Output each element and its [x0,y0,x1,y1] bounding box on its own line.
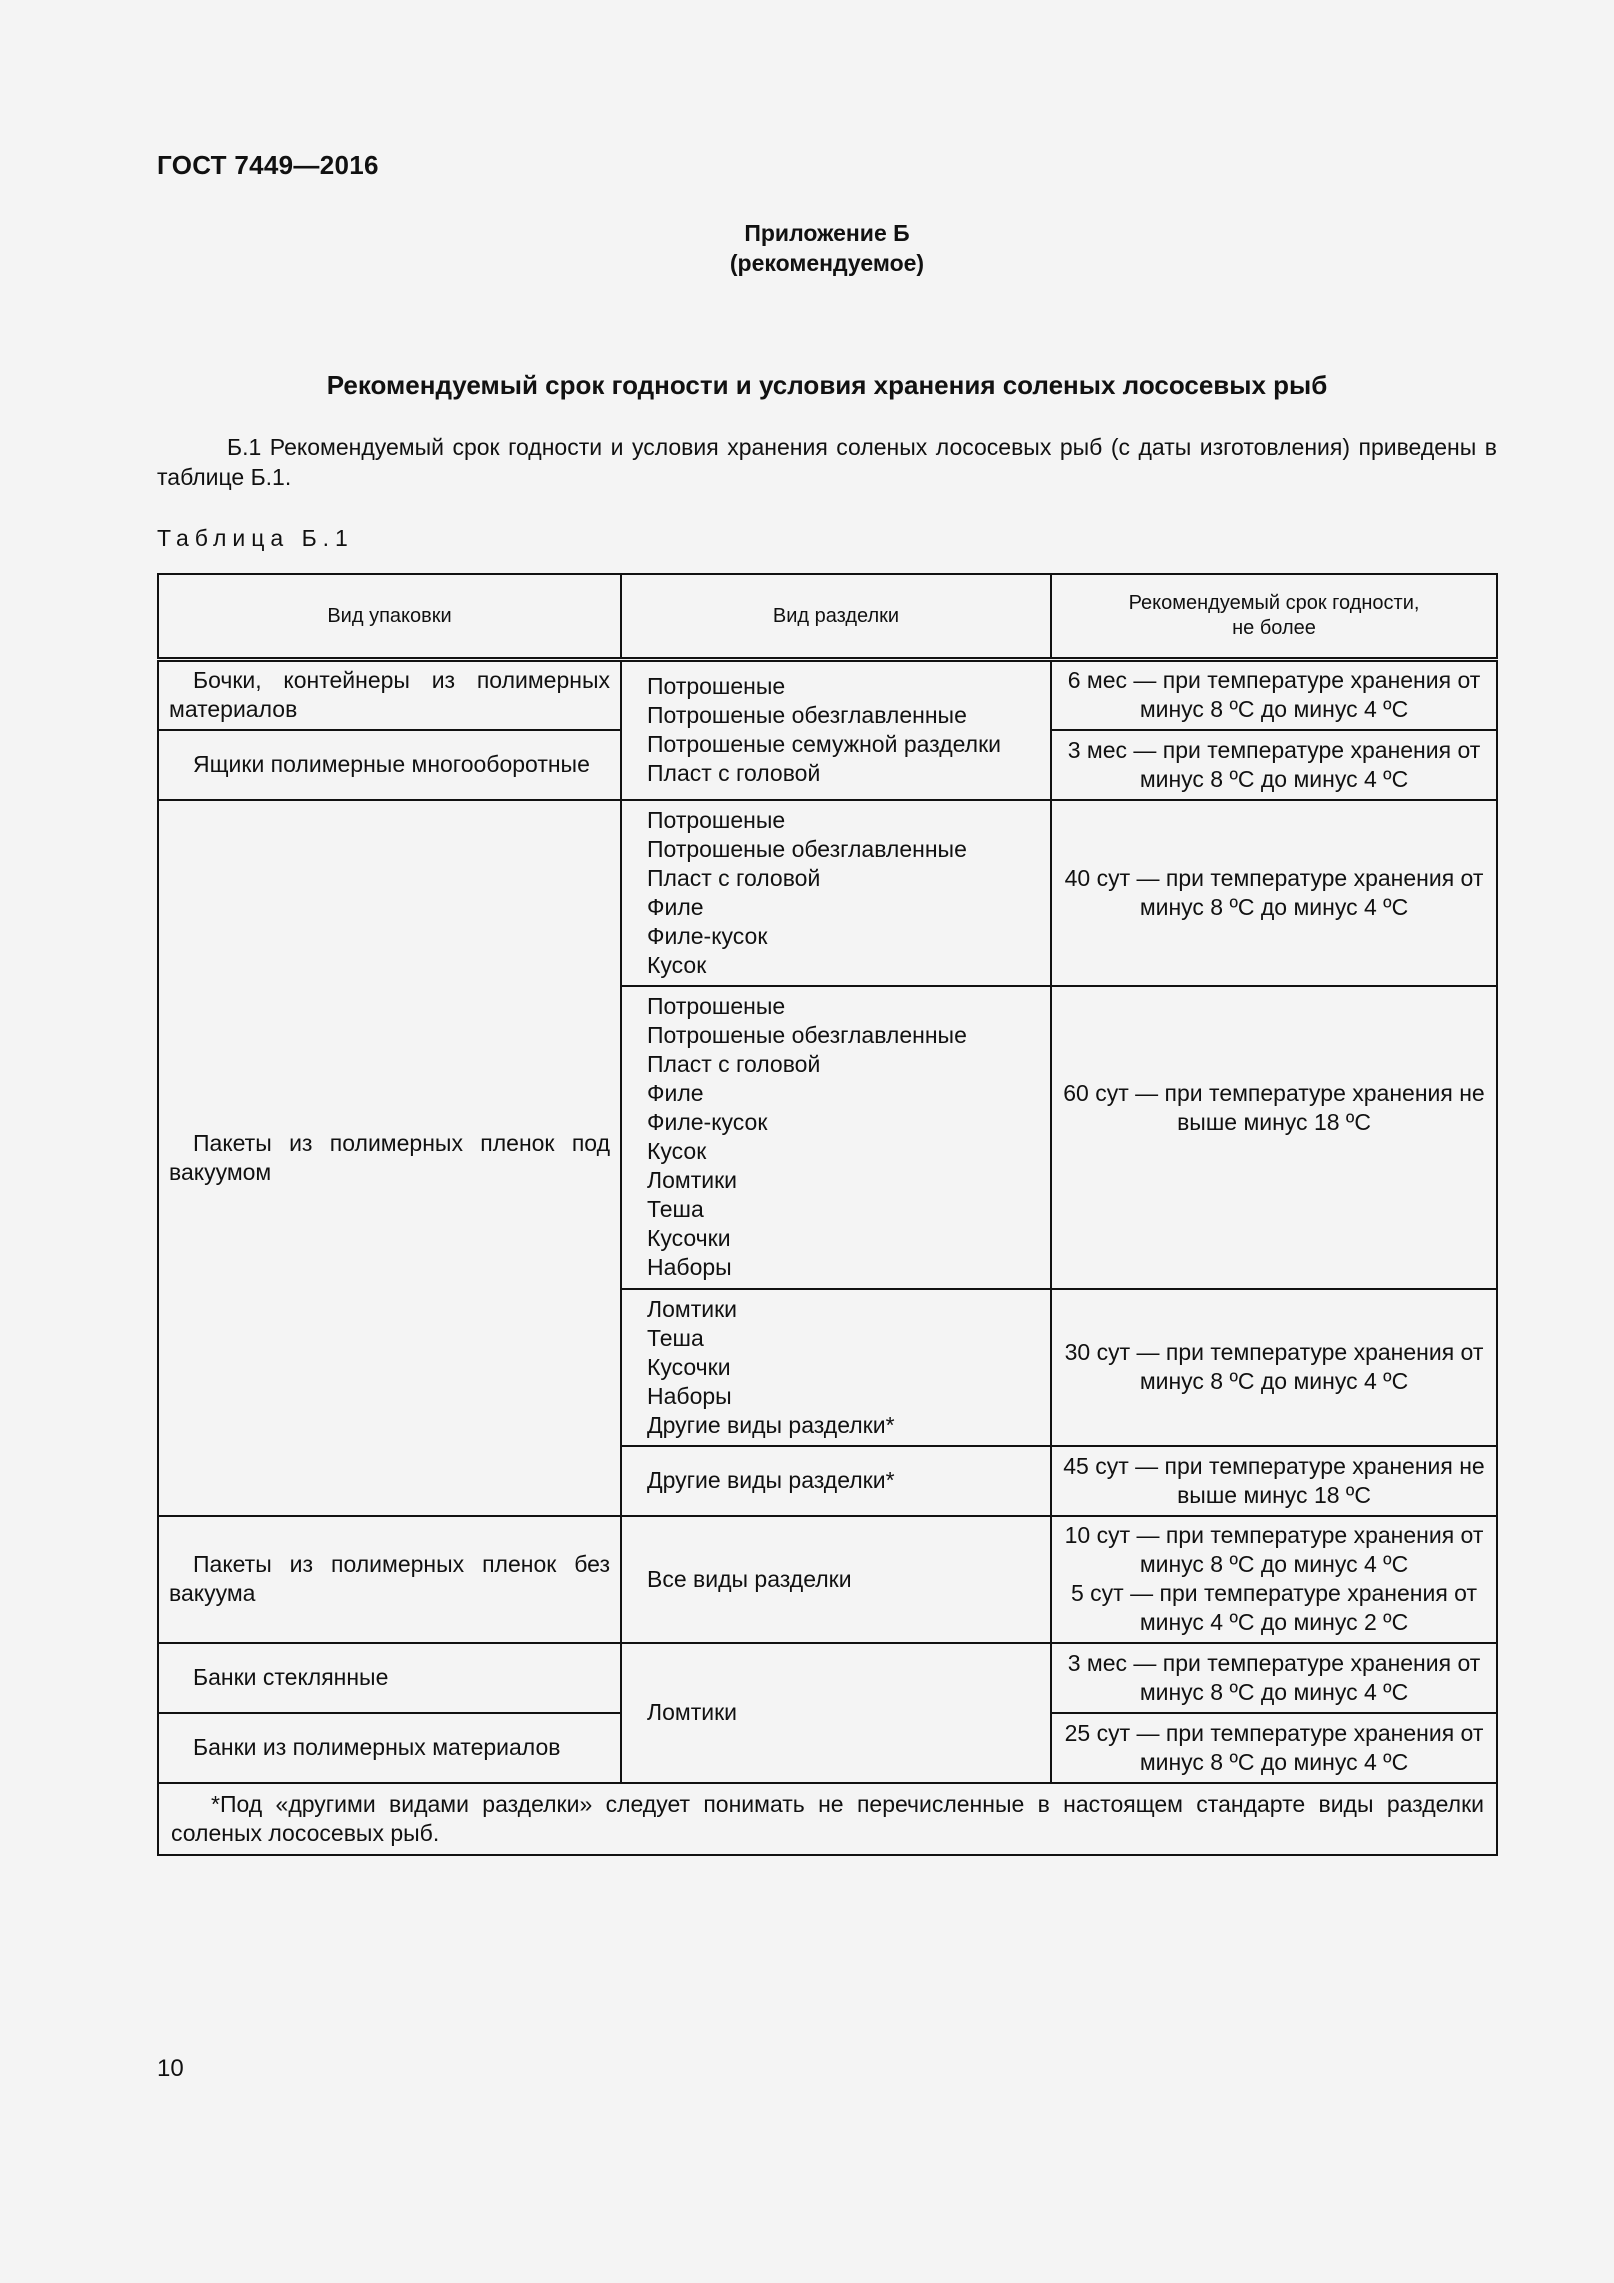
term-cell: 10 сут — при температуре хранения от минус 8 ºС до минус 4 ºС 5 сут — при температуре хранения от минус 4 ºС до минус 2 ºС [1051,1516,1497,1643]
cut-cell: Потрошеные Потрошеные обезглавленные Пласт с головой Филе Филе-кусок Кусок [621,800,1051,986]
packaging-cell: Бочки, контейнеры из полимерных материалов [158,660,621,730]
term-cell: 25 сут — при температуре хранения от минус 8 ºС до минус 4 ºС [1051,1713,1497,1783]
header-packaging: Вид упаковки [158,574,621,660]
term-cell: 40 сут — при температуре хранения от минус 8 ºС до минус 4 ºС [1051,800,1497,986]
term-cell: 3 мес — при температуре хранения от минус 8 ºС до минус 4 ºС [1051,1643,1497,1713]
appendix-subtitle: (рекомендуемое) [729,250,925,276]
cut-cell: Потрошеные Потрошеные обезглавленные Потрошеные семужной разделки Пласт с головой [621,660,1051,800]
appendix-title: Приложение Б [744,220,910,246]
table-row [158,800,1497,986]
packaging-cell: Банки из полимерных материалов [158,1713,621,1783]
term-cell: 60 сут — при температуре хранения не выше минус 18 ºС [1051,986,1497,1289]
table-footnote-row [158,1783,1497,1855]
header-term: Рекомендуемый срок годности, не более [1051,574,1497,660]
term-cell: 3 мес — при температуре хранения от минус 8 ºС до минус 4 ºС [1051,730,1497,800]
cut-cell: Другие виды разделки* [621,1446,1051,1516]
appendix-heading [0,218,1614,278]
packaging-cell: Банки стеклянные [158,1643,621,1713]
term-cell: 6 мес — при температуре хранения от минус 8 ºС до минус 4 ºС [1051,660,1497,730]
intro-paragraph: Б.1 Рекомендуемый срок годности и условия хранения соленых лососевых рыб (с даты изготовления) приведены в таблице Б.1. [157,434,1497,490]
header-cut: Вид разделки [621,574,1051,660]
table-row [158,1643,1497,1713]
packaging-cell: Пакеты из полимерных пленок без вакуума [158,1516,621,1643]
cut-cell: Ломтики Теша Кусочки Наборы Другие виды разделки* [621,1289,1051,1446]
term-cell: 30 сут — при температуре хранения от минус 8 ºС до минус 4 ºС [1051,1289,1497,1446]
table-footnote: *Под «другими видами разделки» следует понимать не перечисленные в настоящем стандарте виды разделки соленых лососевых рыб. [158,1783,1497,1855]
table-header-row [158,574,1497,660]
table-row [158,1516,1497,1643]
packaging-cell: Пакеты из полимерных пленок под вакуумом [158,800,621,1516]
table-label: Таблица Б.1 [157,525,354,551]
document-header: ГОСТ 7449—2016 [157,150,379,180]
section-title: Рекомендуемый срок годности и условия хранения соленых лососевых рыб [326,370,1328,400]
packaging-cell: Ящики полимерные многооборотные [158,730,621,800]
term-cell: 45 сут — при температуре хранения не выше минус 18 ºС [1051,1446,1497,1516]
table-row [158,660,1497,730]
cut-cell: Все виды разделки [621,1516,1051,1643]
cut-cell: Ломтики [621,1643,1051,1783]
storage-table [157,573,1498,1856]
cut-cell: Потрошеные Потрошеные обезглавленные Пласт с головой Филе Филе-кусок Кусок Ломтики Теша Кусочки Наборы [621,986,1051,1289]
page-number: 10 [157,2055,184,2082]
